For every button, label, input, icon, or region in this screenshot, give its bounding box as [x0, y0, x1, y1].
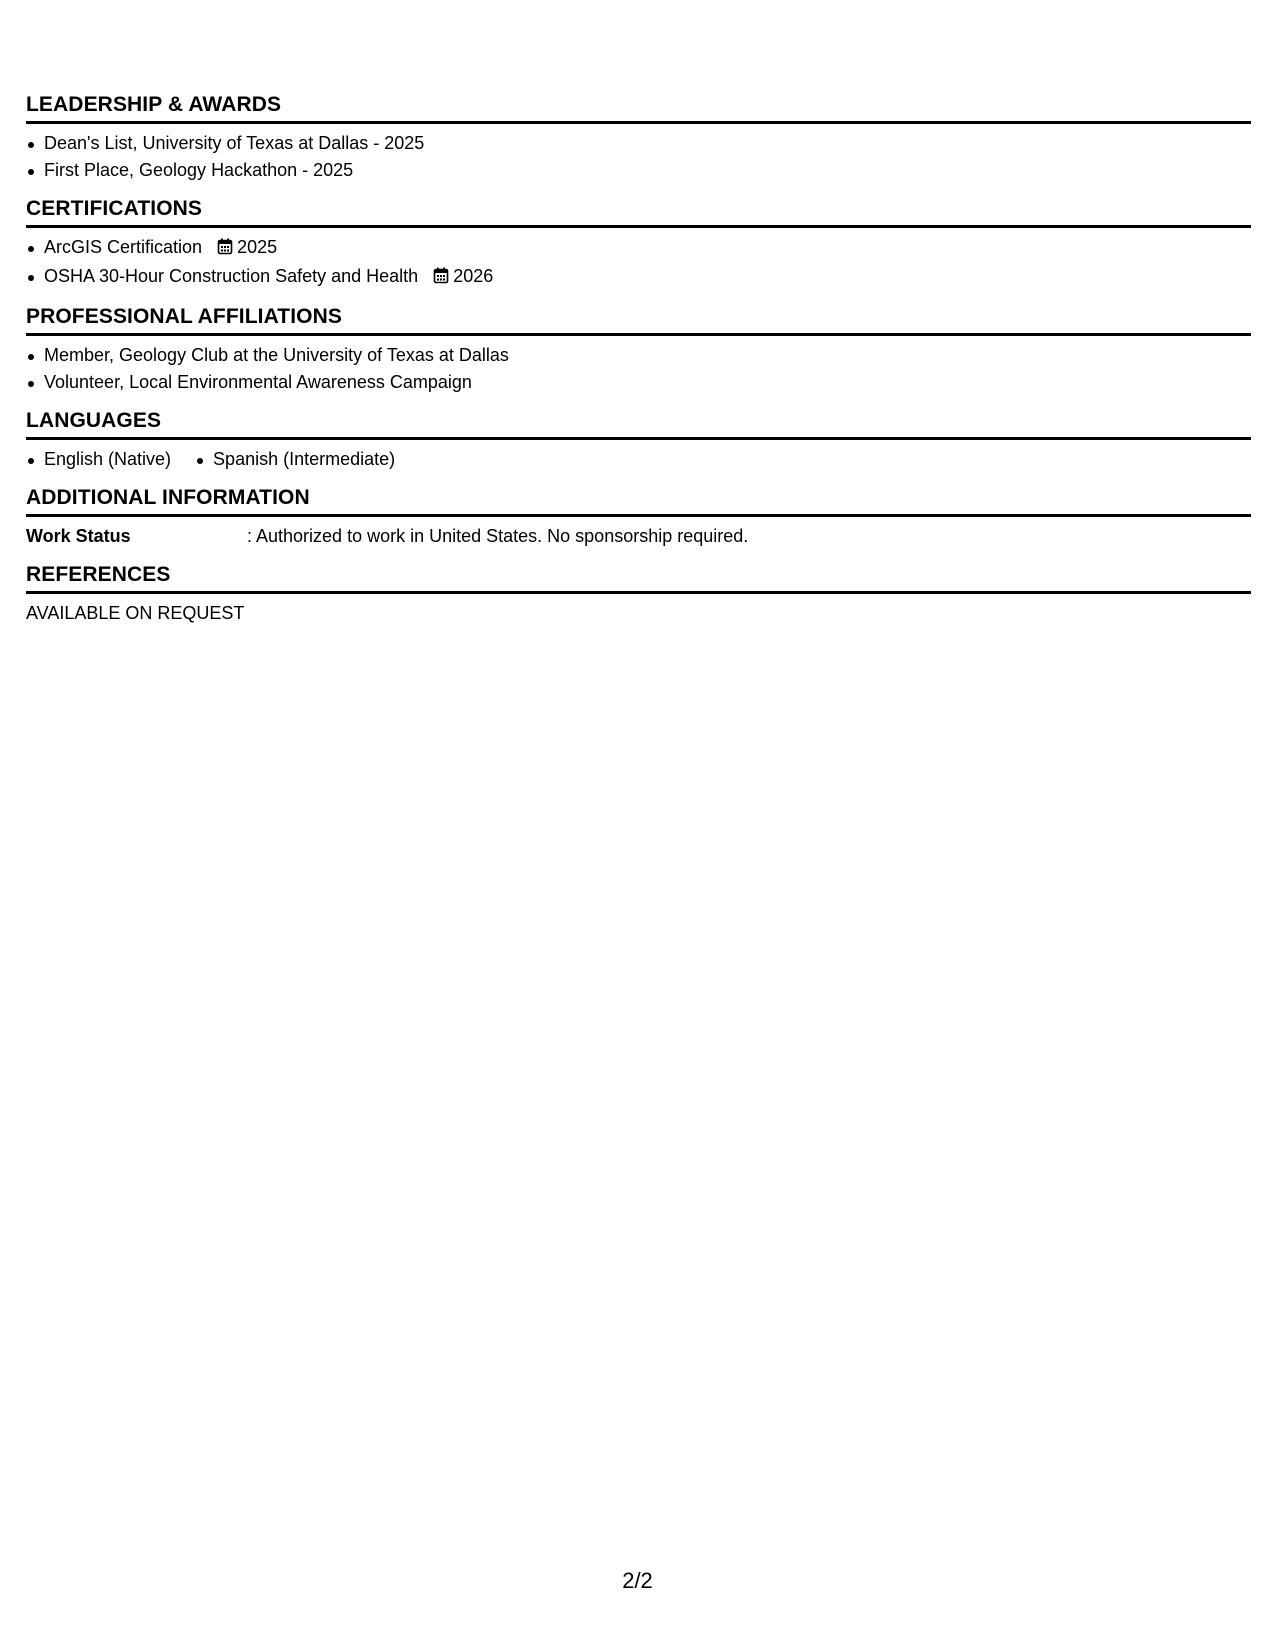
section-title: PROFESSIONAL AFFILIATIONS — [26, 304, 1251, 336]
section-additional-information — [26, 485, 1251, 550]
section-professional-affiliations — [26, 304, 1251, 396]
section-title: REFERENCES — [26, 562, 1251, 594]
section-leadership-awards — [26, 92, 1251, 184]
certification-name: OSHA 30-Hour Construction Safety and Health — [44, 266, 419, 286]
certification-year: 2026 — [453, 266, 494, 286]
section-title: LANGUAGES — [26, 408, 1251, 440]
list-item: English (Native) — [26, 446, 171, 473]
section-title: LEADERSHIP & AWARDS — [26, 92, 1251, 124]
list-item — [26, 263, 1251, 292]
languages-list — [26, 446, 1251, 473]
certification-year: 2025 — [237, 237, 278, 257]
calendar-icon — [217, 236, 233, 263]
calendar-icon — [433, 265, 449, 292]
list-item: Volunteer, Local Environmental Awareness Campaign — [26, 369, 1251, 396]
info-label: Work Status — [26, 526, 131, 546]
references-text: AVAILABLE ON REQUEST — [26, 603, 245, 623]
list-item: Member, Geology Club at the University of Texas at Dallas — [26, 342, 1251, 369]
certification-name: ArcGIS Certification — [44, 237, 203, 257]
affiliations-list — [26, 342, 1251, 396]
info-value: : Authorized to work in United States. No sponsorship required. — [247, 526, 749, 546]
list-item — [26, 234, 1251, 263]
leadership-list — [26, 130, 1251, 184]
section-title: CERTIFICATIONS — [26, 196, 1251, 228]
section-languages — [26, 408, 1251, 473]
resume-page — [26, 92, 1251, 639]
page-number: 2/2 — [622, 1568, 653, 1593]
section-title: ADDITIONAL INFORMATION — [26, 485, 1251, 517]
list-item: Spanish (Intermediate) — [195, 446, 395, 473]
list-item: First Place, Geology Hackathon - 2025 — [26, 157, 1251, 184]
work-status-row — [26, 523, 1251, 550]
section-certifications — [26, 196, 1251, 292]
certifications-list — [26, 234, 1251, 292]
list-item: Dean's List, University of Texas at Dallas - 2025 — [26, 130, 1251, 157]
section-references — [26, 562, 1251, 627]
